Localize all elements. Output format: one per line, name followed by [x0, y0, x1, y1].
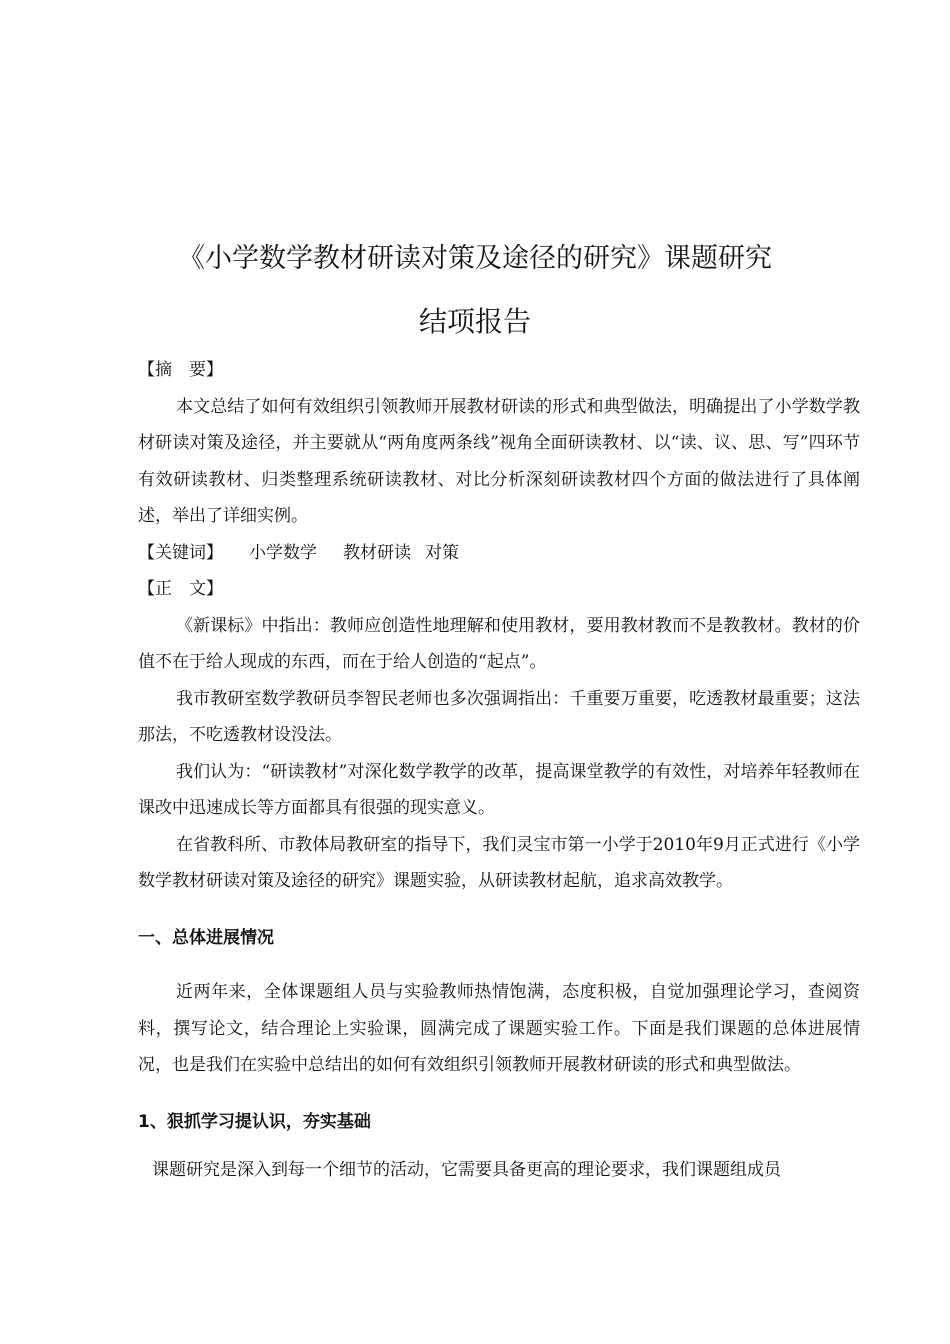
body-paragraph: 在省教科所、市教体局教研室的指导下，我们灵宝市第一小学于2010年9月正式进行《小学数学教材研读对策及途径的研究》课题实验，从研读教材起航，追求高效教学。 [138, 834, 860, 891]
abstract-label: 【摘 要】 [138, 360, 223, 380]
section-paragraph: 近两年来，全体课题组人员与实验教师热情饱满，态度积极，自觉加强理论学习，查阅资料，撰写论文，结合理论上实验课，圆满完成了课题实验工作。下面是我们课题的总体进展情况，也是我们在实验中总结出的如何有效组织引领教师开展教材研读的形式和典型做法。 [138, 982, 860, 1075]
body-paragraph: 《新课标》中指出：教师应创造性地理解和使用教材，要用教材教而不是教教材。教材的价值不在于给人现成的东西，而在于给人创造的“起点”。 [138, 615, 860, 672]
body-label: 【正 文】 [138, 579, 223, 599]
report-title: 《小学数学教材研读对策及途径的研究》课题研究 [178, 243, 772, 274]
body-paragraph: 我市教研室数学教研员李智民老师也多次强调指出：千重要万重要，吃透教材最重要；这法那法，不吃透教材设没法。 [138, 688, 860, 745]
subsection-paragraph: 课题研究是深入到每一个细节的活动，它需要具备更高的理论要求，我们课题组成员 [152, 1160, 781, 1180]
keywords-label: 【关键词】 [138, 542, 223, 563]
keyword-item: 教材研读 [343, 542, 411, 563]
keyword-item: 对策 [425, 542, 459, 563]
body-paragraph: 我们认为：“研读教材”对深化数学教学的改革，提高课堂教学的有效性，对培养年轻教师在课改中迅速成长等方面都具有很强的现实意义。 [138, 761, 860, 818]
document-body [138, 352, 860, 1189]
subsection-heading: 1、狠抓学习提认识，夯实基础 [138, 1111, 371, 1132]
report-subtitle: 结项报告 [418, 305, 531, 338]
section-heading: 一、总体进展情况 [138, 927, 274, 948]
keywords-line [138, 535, 860, 572]
keyword-item: 小学数学 [249, 542, 317, 563]
abstract-text: 本文总结了如何有效组织引领教师开展教材研读的形式和典型做法，明确提出了小学数学教材研读对策及途径，并主要就从“两角度两条线”视角全面研读教材、以“读、议、思、写”四环节有效研读教材、归类整理系统研读教材、对比分析深刻研读教材四个方面的做法进行了具体阐述，举出了详细实例。 [138, 396, 860, 526]
